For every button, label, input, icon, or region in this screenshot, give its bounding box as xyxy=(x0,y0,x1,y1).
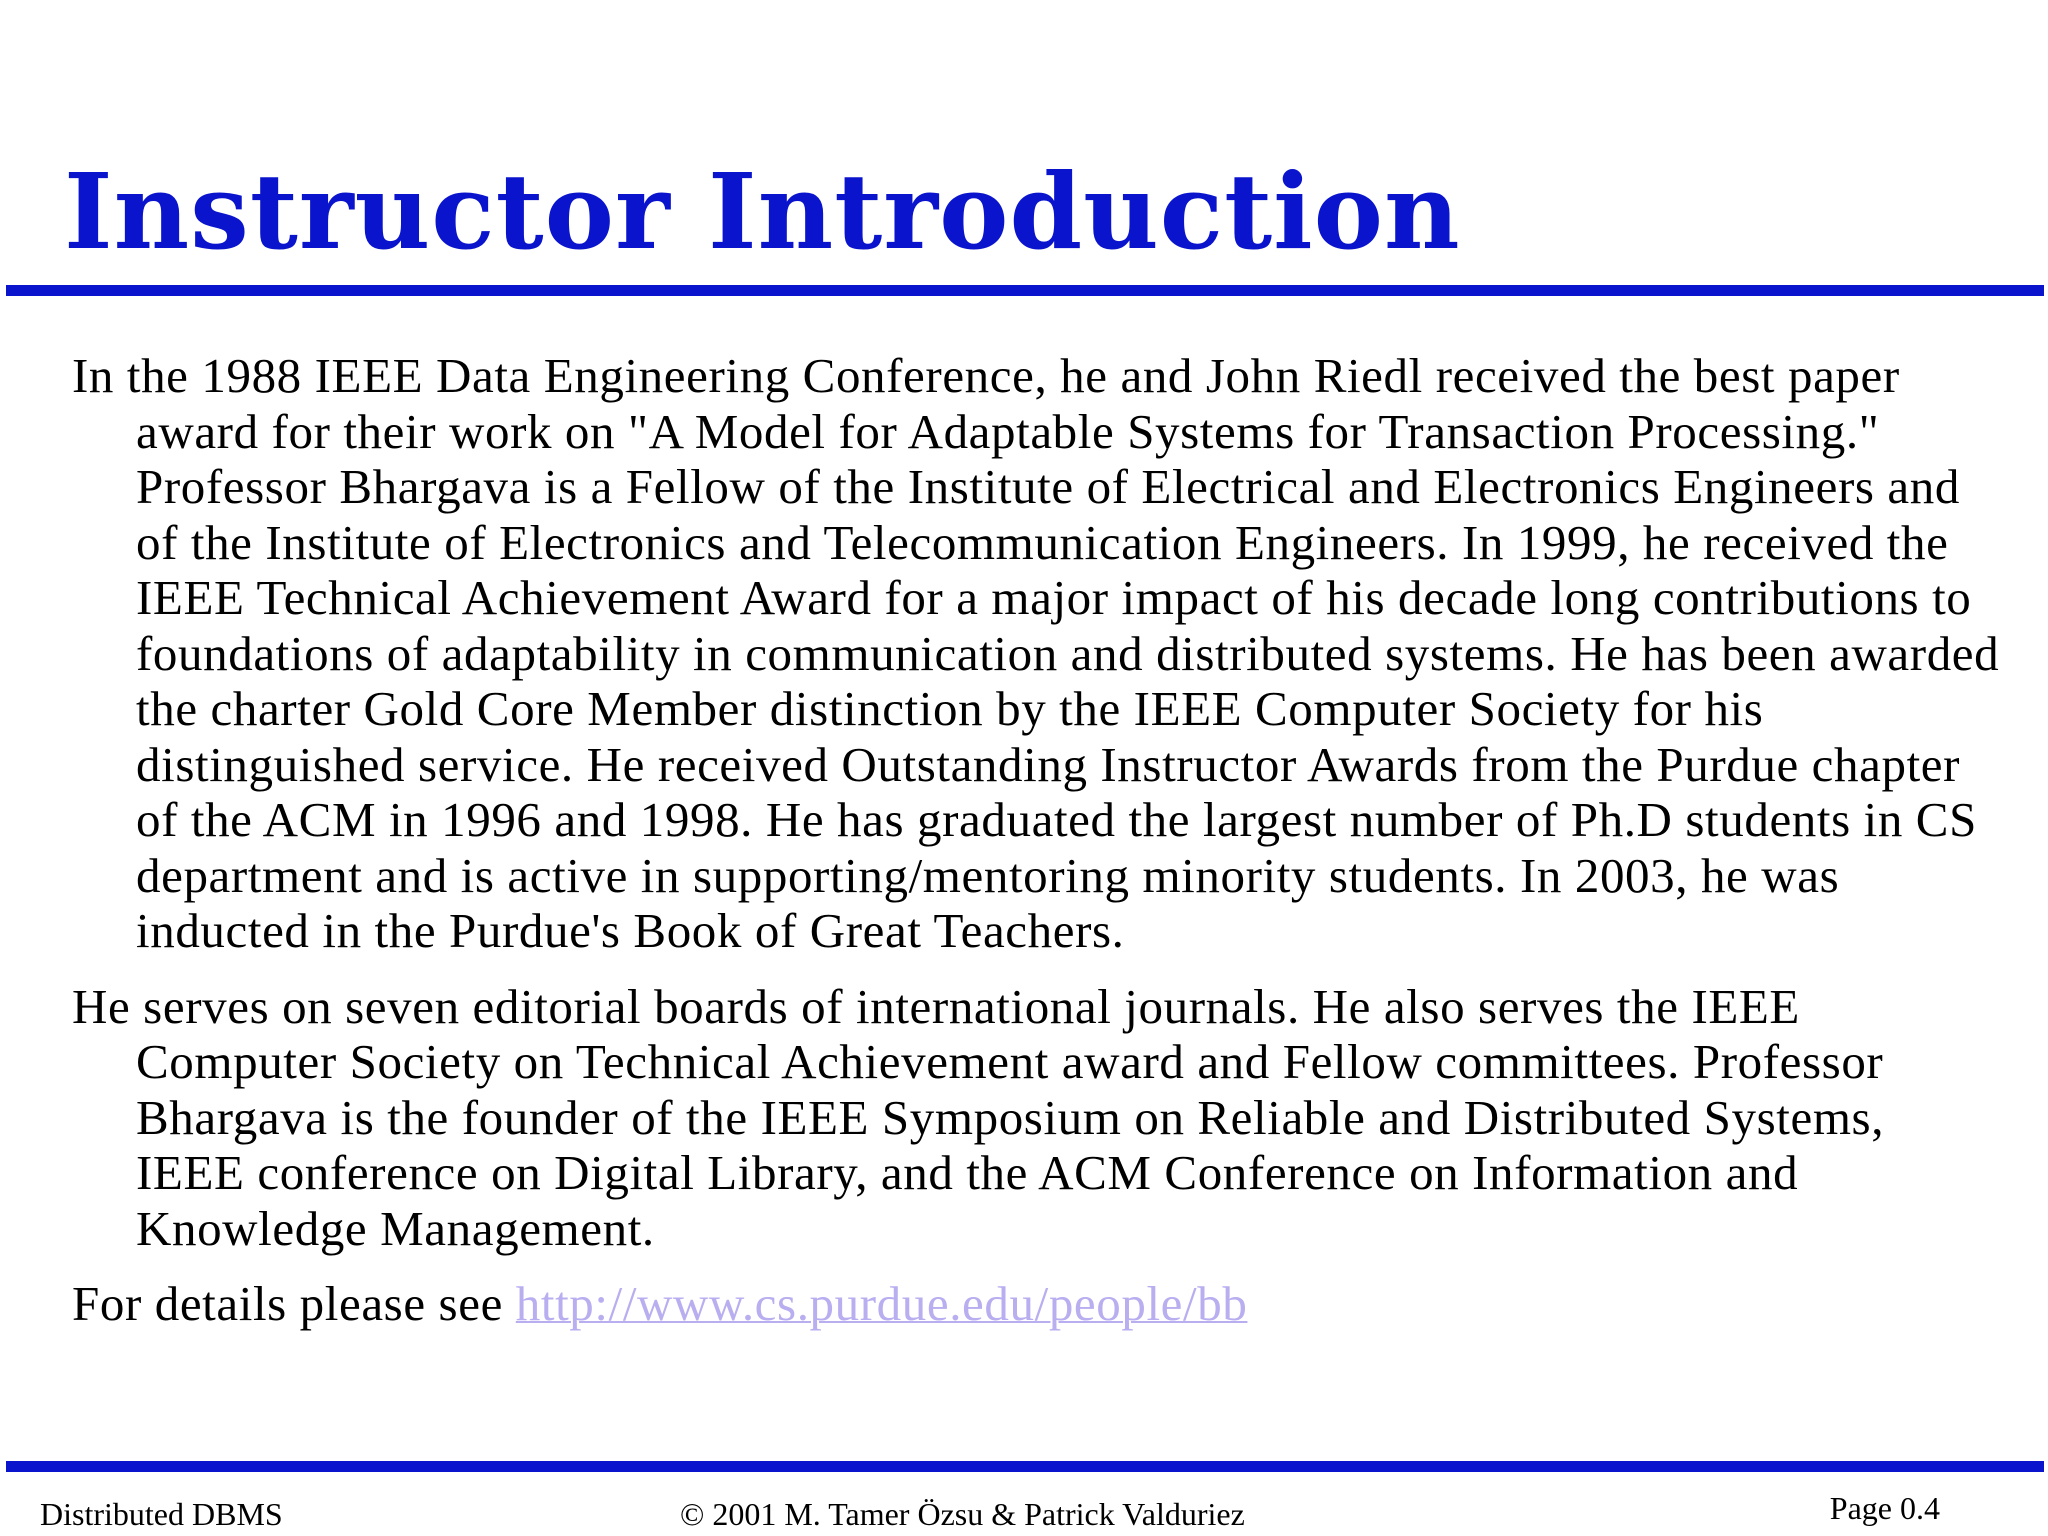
paragraph-awards: In the 1988 IEEE Data Engineering Conference, he and John Riedl received the best paper award for their work on "A Model for Adaptable Systems for Transaction Processing." Professor Bhargava is a Fellow of the Institute of Electrical and Electronics Engineers and of the Institute of Electronics and Telecommunication Engineers. In 1999, he received the IEEE Technical Achievement Award for a major impact of his decade long contributions to foundations of adaptability in communication and distributed systems. He has been awarded the charter Gold Core Member distinction by the IEEE Computer Society for his distinguished service. He received Outstanding Instructor Awards from the Purdue chapter of the ACM in 1996 and 1998. He has graduated the largest number of Ph.D students in CS department and is active in supporting/mentoring minority students. In 2003, he was inducted in the Purdue's Book of Great Teachers. xyxy=(72,348,2000,958)
details-line xyxy=(72,1276,2002,1332)
footer-course-name: Distributed DBMS xyxy=(40,1496,283,1532)
footer-page-number: Page 0.4 xyxy=(1829,1490,1940,1526)
footer-divider xyxy=(6,1461,2044,1472)
slide-body xyxy=(72,348,2002,1332)
slide-title: Instructor Introduction xyxy=(64,150,1461,273)
details-prefix: For details please see xyxy=(72,1276,503,1331)
footer-copyright: © 2001 M. Tamer Özsu & Patrick Valduriez xyxy=(680,1496,1245,1532)
details-link[interactable]: http://www.cs.purdue.edu/people/bb xyxy=(515,1276,1248,1331)
title-divider xyxy=(6,285,2044,296)
paragraph-service: He serves on seven editorial boards of international journals. He also serves the IEEE Computer Society on Technical Achievement award and Fellow committees. Professor Bhargava is the founder of the IEEE Symposium on Reliable and Distributed Systems, IEEE conference on Digital Library, and the ACM Conference on Information and Knowledge Management. xyxy=(72,978,1885,1256)
